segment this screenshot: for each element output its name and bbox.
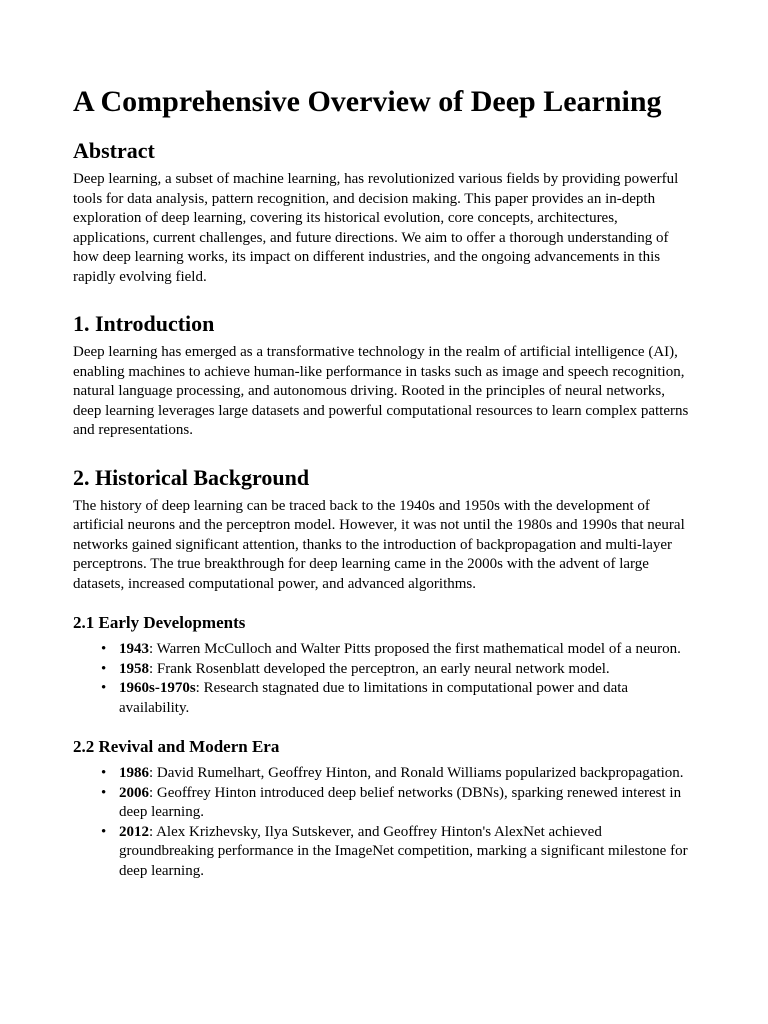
bullet-icon: • [101,765,107,781]
list-item-text: : David Rumelhart, Geoffrey Hinton, and Ronald Williams popularized backpropagation. [149,765,684,781]
list-item [101,784,695,823]
list-item-text: : Warren McCulloch and Walter Pitts proposed the first mathematical model of a neuron. [149,641,681,657]
list-item-text: : Geoffrey Hinton introduced deep belief networks (DBNs), sparking renewed interest in deep learning. [119,784,682,820]
list-item-year: 1960s-1970s [119,680,196,696]
bullet-icon: • [101,784,107,801]
list-item-year: 1986 [119,765,149,781]
list-item-text: : Frank Rosenblatt developed the perceptron, an early neural network model. [149,660,610,677]
bullet-icon: • [101,660,107,677]
revival-list [73,764,695,881]
abstract-heading: Abstract [73,138,155,163]
list-item [101,640,695,660]
early-developments-heading: 2.1 Early Developments [73,613,246,632]
page-title: A Comprehensive Overview of Deep Learning [73,85,662,118]
early-developments-list [73,640,695,718]
list-item [101,660,695,680]
bullet-icon: • [101,641,107,657]
list-item [101,823,695,882]
list-item-year: 1943 [119,641,149,657]
introduction-text: Deep learning has emerged as a transformative technology in the realm of artificial intelligence (AI), enabling machines to achieve human-like performance in tasks such as image and speech recognition, natural language processing, and autonomous driving. Rooted in the principles of neural networks, deep learning leverages large datasets and powerful computational resources to learn complex patterns and representations. [73,344,689,438]
introduction-heading: 1. Introduction [73,311,215,336]
list-item [101,764,695,784]
list-item-year: 2012 [119,823,149,840]
list-item-text: : Research stagnated due to limitations in computational power and data availability. [119,680,629,716]
list-item-year: 1958 [119,660,149,677]
abstract-text: Deep learning, a subset of machine learning, has revolutionized various fields by providing powerful tools for data analysis, pattern recognition, and decision making. This paper provides an in-depth exploration of deep learning, covering its historical evolution, core concepts, architectures, applications, current challenges, and future directions. We aim to offer a thorough understanding of how deep learning works, its impact on different industries, and the ongoing advancements in this rapidly evolving field. [73,171,679,285]
list-item [101,679,695,718]
bullet-icon: • [101,680,107,696]
list-item-text: : Alex Krizhevsky, Ilya Sutskever, and Geoffrey Hinton's AlexNet achieved groundbreaking performance in the ImageNet competition, marking a significant milestone for deep learning. [119,823,688,879]
list-item-year: 2006 [119,784,149,801]
bullet-icon: • [101,823,107,840]
history-text: The history of deep learning can be traced back to the 1940s and 1950s with the development of artificial neurons and the perceptron model. However, it was not until the 1980s and 1990s that neural networks gained significant attention, thanks to the introduction of backpropagation and multi-layer perceptrons. The true breakthrough for deep learning came in the 2000s with the advent of large datasets, increased computational power, and advanced algorithms. [73,497,685,592]
revival-heading: 2.2 Revival and Modern Era [73,737,280,756]
history-heading: 2. Historical Background [73,464,310,490]
